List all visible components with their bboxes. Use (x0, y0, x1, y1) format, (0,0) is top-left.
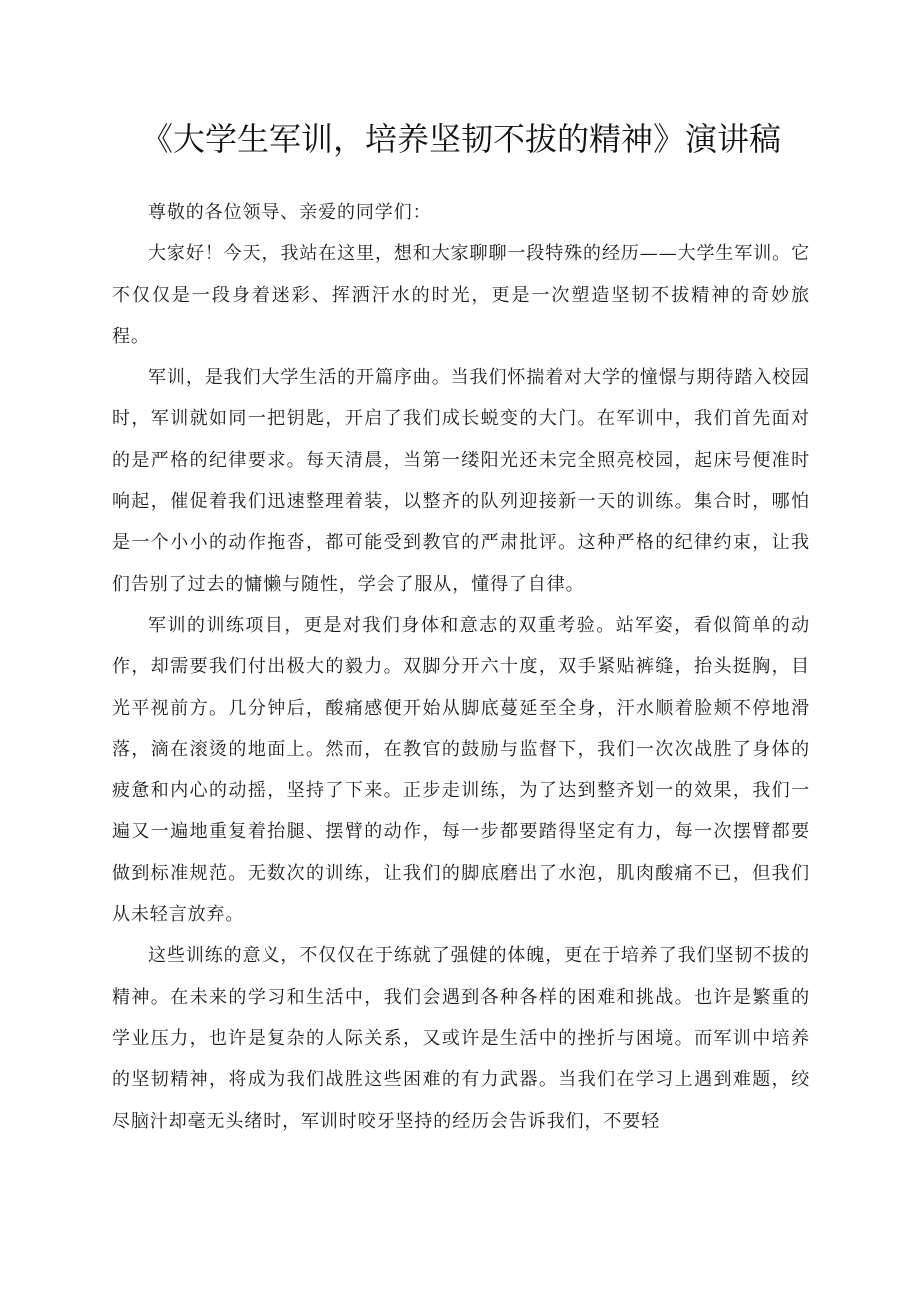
body-paragraph: 军训的训练项目，更是对我们身体和意志的双重考验。站军姿，看似简单的动作，却需要我们付出极大的毅力。双脚分开六十度，双手紧贴裤缝，抬头挺胸，目光平视前方。几分钟后，酸痛感便开始从脚底蔓延至全身，汗水顺着脸颊不停地滑落，滴在滚烫的地面上。然而，在教官的鼓励与监督下，我们一次次战胜了身体的疲惫和内心的动摇，坚持了下来。正步走训练，为了达到整齐划一的效果，我们一遍又一遍地重复着抬腿、摆臂的动作，每一步都要踏得坚定有力，每一次摆臂都要做到标准规范。无数次的训练，让我们的脚底磨出了水泡，肌肉酸痛不已，但我们从未轻言放弃。 (112, 614, 810, 926)
speech-body (112, 192, 810, 1142)
body-paragraph: 军训，是我们大学生活的开篇序曲。当我们怀揣着对大学的憧憬与期待踏入校园时，军训就如同一把钥匙，开启了我们成长蜕变的大门。在军训中，我们首先面对的是严格的纪律要求。每天清晨，当第一缕阳光还未完全照亮校园，起床号便准时响起，催促着我们迅速整理着装，以整齐的队列迎接新一天的训练。集合时，哪怕是一个小小的动作拖沓，都可能受到教官的严肃批评。这种严格的纪律约束，让我们告别了过去的慵懒与随性，学会了服从，懂得了自律。 (112, 367, 810, 595)
body-paragraph: 这些训练的意义，不仅仅在于练就了强健的体魄，更在于培养了我们坚韧不拔的精神。在未来的学习和生活中，我们会遇到各种各样的困难和挑战。也许是繁重的学业压力，也许是复杂的人际关系，又或许是生活中的挫折与困境。而军训中培养的坚韧精神，将成为我们战胜这些困难的有力武器。当我们在学习上遇到难题，绞尽脑汁却毫无头绪时，军训时咬牙坚持的经历会告诉我们，不要轻 (112, 945, 810, 1132)
salutation-paragraph: 尊敬的各位领导、亲爱的同学们： (148, 202, 432, 223)
speech-title: 《大学生军训，培养坚韧不拔的精神》演讲稿 (140, 120, 781, 158)
body-paragraph: 大家好！今天，我站在这里，想和大家聊聊一段特殊的经历——大学生军训。它不仅仅是一段身着迷彩、挥洒汗水的时光，更是一次塑造坚韧不拔精神的奇妙旅程。 (112, 243, 810, 347)
